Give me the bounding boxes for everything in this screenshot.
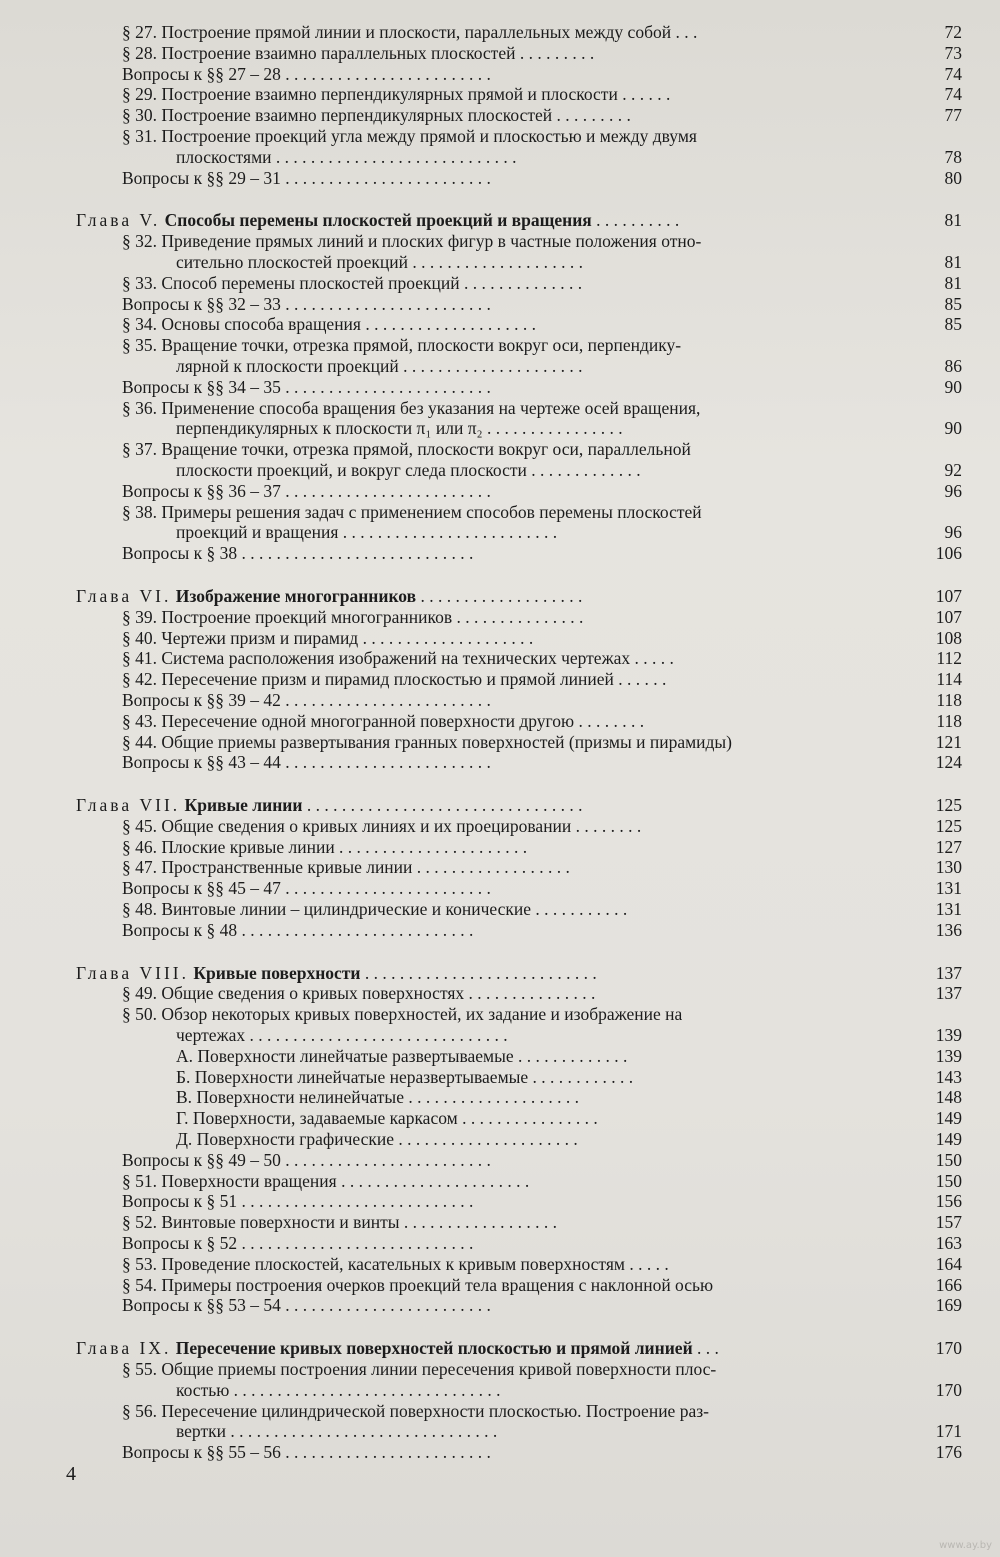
toc-section-entry: § 34. Основы способа вращения . . . . . . . . . . . . . . . . . . . . 85 — [122, 314, 962, 335]
toc-section-entry: § 40. Чертежи призм и пирамид . . . . . . . . . . . . . . . . . . . . 108 — [122, 627, 962, 648]
page-reference: 96 — [944, 522, 962, 543]
page-reference: 157 — [935, 1212, 962, 1233]
page-reference: 108 — [935, 627, 962, 648]
toc-section-entry: § 37. Вращение точки, отрезка прямой, плоскости вокруг оси, параллельной — [122, 439, 691, 460]
toc-section-entry: § 54. Примеры построения очерков проекций тела вращения с наклонной осью 166 — [122, 1274, 962, 1295]
toc-section-entry: § 52. Винтовые поверхности и винты . . . . . . . . . . . . . . . . . . 157 — [122, 1212, 962, 1233]
page-reference: 78 — [944, 146, 962, 167]
toc-continuation-line: костью . . . . . . . . . . . . . . . . . . . . . . . . . . . . . . . 170 — [176, 1379, 962, 1400]
chapter-spacer — [0, 1316, 1000, 1336]
chapter-spacer — [0, 564, 1000, 584]
toc-subsection-entry: Д. Поверхности графические . . . . . . . . . . . . . . . . . . . . . 149 — [176, 1129, 962, 1150]
toc-section-entry: § 30. Построение взаимно перпендикулярных плоскостей . . . . . . . . . 77 — [122, 105, 962, 126]
chapter-spacer — [0, 773, 1000, 793]
page-reference: 114 — [936, 669, 962, 690]
toc-section-entry: § 43. Пересечение одной многогранной поверхности другою . . . . . . . . 118 — [122, 710, 962, 731]
toc-subsection-entry: А. Поверхности линейчатые развертываемые . . . . . . . . . . . . . 139 — [176, 1045, 962, 1066]
toc-section-entry: § 48. Винтовые линии – цилиндрические и конические . . . . . . . . . . . 131 — [122, 899, 962, 920]
toc-section-entry: § 36. Применение способа вращения без указания на чертеже осей вращения, — [122, 397, 701, 418]
page-reference: 74 — [944, 84, 962, 105]
chapter-spacer — [0, 941, 1000, 961]
toc-continuation-line: сительно плоскостей проекций . . . . . . . . . . . . . . . . . . . . 81 — [176, 251, 962, 272]
page-reference: 86 — [944, 355, 962, 376]
toc-chapter-heading — [0, 963, 1000, 984]
leader-dots: . . . — [692, 1338, 719, 1359]
toc-subsection-entry: В. Поверхности нелинейчатые . . . . . . . . . . . . . . . . . . . . 148 — [176, 1087, 962, 1108]
page-reference: 81 — [944, 251, 962, 272]
page-reference: 72 — [944, 22, 962, 42]
page-reference: 118 — [936, 710, 962, 731]
toc-section-entry: § 31. Построение проекций угла между прямой и плоскостью и между двумя — [122, 125, 697, 146]
page-reference: 81 — [944, 272, 962, 293]
toc-section-entry: § 28. Построение взаимно параллельных плоскостей . . . . . . . . . 73 — [122, 42, 962, 63]
toc-section-entry: § 32. Приведение прямых линий и плоских фигур в частные положения отно- — [122, 231, 702, 252]
toc-questions-entry: Вопросы к § 51 . . . . . . . . . . . . . . . . . . . . . . . . . . . 156 — [122, 1191, 962, 1212]
toc-questions-entry: Вопросы к §§ 32 – 33 . . . . . . . . . . . . . . . . . . . . . . . . 85 — [122, 293, 962, 314]
toc-section-entry: § 56. Пересечение цилиндрической поверхности плоскостью. Построение раз- — [122, 1400, 709, 1421]
chapter-label: Глава VI. — [76, 585, 172, 606]
leader-dots: . . . . . . . . . . — [591, 210, 680, 231]
page-reference: 131 — [935, 878, 962, 899]
chapter-title: Кривые поверхности — [193, 962, 361, 983]
toc-continuation-line: перпендикулярных к плоскости π₁ или π₂ . . . . . . . . . . . . . . . . 90 — [176, 418, 962, 439]
chapter-label: Глава V. — [76, 210, 161, 231]
page-reference: 90 — [944, 376, 962, 397]
page-reference: 170 — [935, 1338, 962, 1359]
page-reference: 149 — [935, 1129, 962, 1150]
toc-section-entry: § 46. Плоские кривые линии . . . . . . . . . . . . . . . . . . . . . . 127 — [122, 836, 962, 857]
toc-section-entry: § 27. Построение прямой линии и плоскости, параллельных между собой . . . 72 — [122, 22, 962, 42]
page-reference: 118 — [936, 689, 962, 710]
toc-chapter-heading — [0, 210, 1000, 231]
chapter-label: Глава VIII. — [76, 962, 189, 983]
toc-chapter-heading — [0, 795, 1000, 816]
toc-section-entry: § 47. Пространственные кривые линии . . . . . . . . . . . . . . . . . . 130 — [122, 857, 962, 878]
page-reference: 112 — [936, 648, 962, 669]
page-reference: 106 — [935, 543, 962, 564]
toc-continuation-line: проекций и вращения . . . . . . . . . . . . . . . . . . . . . . . . . 96 — [176, 522, 962, 543]
page-reference: 163 — [935, 1233, 962, 1254]
toc-chapter-heading — [0, 1338, 1000, 1359]
page-reference: 74 — [944, 63, 962, 84]
page-reference: 156 — [935, 1191, 962, 1212]
page-reference: 148 — [935, 1087, 962, 1108]
toc-chapter-heading — [0, 586, 1000, 607]
toc-questions-entry: Вопросы к §§ 34 – 35 . . . . . . . . . . . . . . . . . . . . . . . . 90 — [122, 376, 962, 397]
page-reference: 136 — [935, 919, 962, 940]
page-reference: 171 — [935, 1421, 962, 1442]
toc-continuation-line: вертки . . . . . . . . . . . . . . . . . . . . . . . . . . . . . . . 171 — [176, 1421, 962, 1442]
leader-dots: . . . . . . . . . . . . . . . . . . . . . . . . . . . . . . . . — [302, 795, 583, 816]
toc-questions-entry: Вопросы к §§ 43 – 44 . . . . . . . . . . . . . . . . . . . . . . . . 124 — [122, 752, 962, 773]
toc-questions-entry: Вопросы к § 48 . . . . . . . . . . . . . . . . . . . . . . . . . . . 136 — [122, 919, 962, 940]
toc-section-entry: § 42. Пересечение призм и пирамид плоскостью и прямой линией . . . . . . 114 — [122, 669, 962, 690]
page-reference: 125 — [935, 795, 962, 816]
toc-section-entry: § 55. Общие приемы построения линии пересечения кривой поверхности плос- — [122, 1359, 717, 1380]
table-of-contents — [0, 22, 1000, 1463]
page-reference: 149 — [935, 1108, 962, 1129]
chapter-title: Кривые линии — [184, 795, 303, 816]
leader-dots: . . . . . . . . . . . . . . . . . . . — [416, 585, 583, 606]
toc-questions-entry: Вопросы к §§ 49 – 50 . . . . . . . . . . . . . . . . . . . . . . . . 150 — [122, 1149, 962, 1170]
page-reference: 143 — [935, 1066, 962, 1087]
page-reference: 137 — [935, 962, 962, 983]
page-reference: 150 — [935, 1149, 962, 1170]
page-reference: 127 — [935, 836, 962, 857]
page-reference: 169 — [935, 1295, 962, 1316]
toc-section-entry: § 51. Поверхности вращения . . . . . . . . . . . . . . . . . . . . . . 150 — [122, 1170, 962, 1191]
toc-section-entry: § 41. Система расположения изображений на технических чертежах . . . . . 112 — [122, 648, 962, 669]
page-reference: 85 — [944, 293, 962, 314]
page-reference: 73 — [944, 42, 962, 63]
toc-questions-entry: Вопросы к § 38 . . . . . . . . . . . . . . . . . . . . . . . . . . . 106 — [122, 543, 962, 564]
chapter-title: Изображение многогранников — [175, 585, 417, 606]
toc-subsection-entry: Б. Поверхности линейчатые неразвертываемые . . . . . . . . . . . . 143 — [176, 1066, 962, 1087]
page-reference: 137 — [935, 983, 962, 1004]
page-reference: 124 — [935, 752, 962, 773]
page-reference: 85 — [944, 314, 962, 335]
toc-continuation-line: лярной к плоскости проекций . . . . . . . . . . . . . . . . . . . . . 86 — [176, 355, 962, 376]
toc-questions-entry: Вопросы к §§ 39 – 42 . . . . . . . . . . . . . . . . . . . . . . . . 118 — [122, 689, 962, 710]
page-reference: 164 — [935, 1253, 962, 1274]
page-reference: 107 — [935, 585, 962, 606]
page-number: 4 — [66, 1463, 76, 1485]
chapter-title: Способы перемены плоскостей проекций и вращения — [164, 210, 592, 231]
toc-questions-entry: Вопросы к §§ 55 – 56 . . . . . . . . . . . . . . . . . . . . . . . . 176 — [122, 1442, 962, 1463]
toc-subsection-entry: Г. Поверхности, задаваемые каркасом . . . . . . . . . . . . . . . . 149 — [176, 1108, 962, 1129]
toc-section-entry: § 50. Обзор некоторых кривых поверхностей, их задание и изображение на — [122, 1004, 683, 1025]
toc-questions-entry: Вопросы к §§ 53 – 54 . . . . . . . . . . . . . . . . . . . . . . . . 169 — [122, 1295, 962, 1316]
page-reference: 131 — [935, 899, 962, 920]
page-reference: 176 — [935, 1442, 962, 1463]
watermark: www.ay.by — [939, 1540, 992, 1551]
leader-dots: . . . . . . . . . . . . . . . . . . . . . . . . . . . — [360, 962, 597, 983]
page-reference: 121 — [935, 731, 962, 752]
page-reference: 139 — [935, 1045, 962, 1066]
toc-questions-entry: Вопросы к §§ 45 – 47 . . . . . . . . . . . . . . . . . . . . . . . . 131 — [122, 878, 962, 899]
page-reference: 150 — [935, 1170, 962, 1191]
toc-questions-entry: Вопросы к §§ 29 – 31 . . . . . . . . . . . . . . . . . . . . . . . . 80 — [122, 167, 962, 188]
chapter-label: Глава VII. — [76, 795, 181, 816]
toc-continuation-line: чертежах . . . . . . . . . . . . . . . . . . . . . . . . . . . . . . 139 — [176, 1025, 962, 1046]
toc-section-entry: § 45. Общие сведения о кривых линиях и их проецировании . . . . . . . . 125 — [122, 815, 962, 836]
toc-section-entry: § 39. Построение проекций многогранников . . . . . . . . . . . . . . . 107 — [122, 606, 962, 627]
chapter-label: Глава IX. — [76, 1338, 172, 1359]
page-reference: 92 — [944, 459, 962, 480]
page-reference: 107 — [935, 606, 962, 627]
toc-section-entry: § 38. Примеры решения задач с применением способов перемены плоскостей — [122, 501, 702, 522]
page-reference: 139 — [935, 1025, 962, 1046]
toc-section-entry: § 29. Построение взаимно перпендикулярных прямой и плоскости . . . . . . 74 — [122, 84, 962, 105]
toc-section-entry: § 35. Вращение точки, отрезка прямой, плоскости вокруг оси, перпендику- — [122, 335, 682, 356]
toc-questions-entry: Вопросы к §§ 36 – 37 . . . . . . . . . . . . . . . . . . . . . . . . 96 — [122, 480, 962, 501]
page-reference: 125 — [935, 815, 962, 836]
page-reference: 90 — [944, 418, 962, 439]
page-reference: 130 — [935, 857, 962, 878]
page-reference: 170 — [935, 1379, 962, 1400]
toc-continuation-line: плоскостями . . . . . . . . . . . . . . . . . . . . . . . . . . . . 78 — [176, 146, 962, 167]
toc-section-entry: § 33. Способ перемены плоскостей проекций . . . . . . . . . . . . . . 81 — [122, 272, 962, 293]
page-reference: 96 — [944, 480, 962, 501]
toc-section-entry: § 53. Проведение плоскостей, касательных к кривым поверхностям . . . . . 164 — [122, 1253, 962, 1274]
page-reference: 166 — [935, 1274, 962, 1295]
toc-questions-entry: Вопросы к §§ 27 – 28 . . . . . . . . . . . . . . . . . . . . . . . . 74 — [122, 63, 962, 84]
chapter-spacer — [0, 188, 1000, 208]
chapter-title: Пересечение кривых поверхностей плоскостью и прямой линией — [175, 1338, 693, 1359]
page-reference: 81 — [944, 210, 962, 231]
toc-section-entry: § 44. Общие приемы развертывания гранных поверхностей (призмы и пирамиды) 121 — [122, 731, 962, 752]
toc-questions-entry: Вопросы к § 52 . . . . . . . . . . . . . . . . . . . . . . . . . . . 163 — [122, 1233, 962, 1254]
toc-continuation-line: плоскости проекций, и вокруг следа плоскости . . . . . . . . . . . . . 92 — [176, 459, 962, 480]
page-reference: 77 — [944, 105, 962, 126]
toc-section-entry: § 49. Общие сведения о кривых поверхностях . . . . . . . . . . . . . . . 137 — [122, 983, 962, 1004]
page-reference: 80 — [944, 167, 962, 188]
